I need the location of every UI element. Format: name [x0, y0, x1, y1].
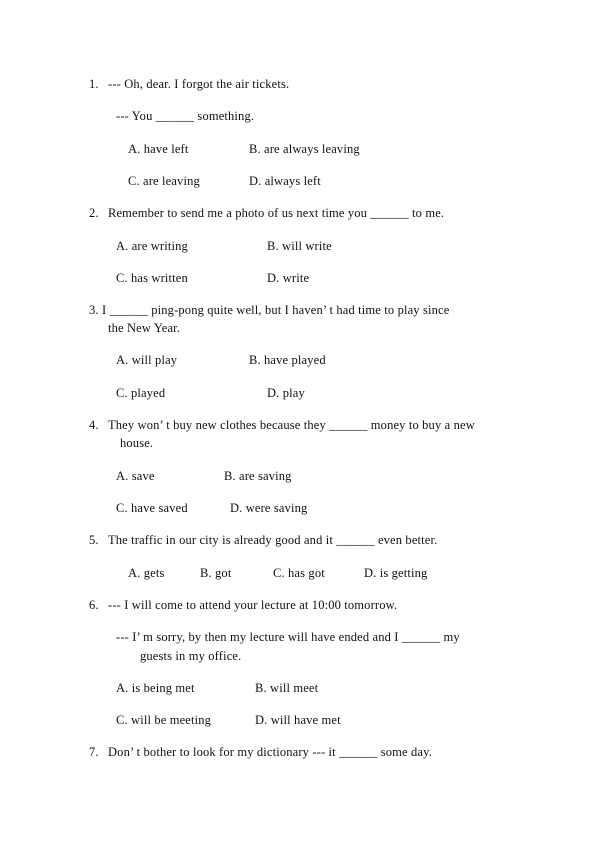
question-6-option-b: B. will meet — [255, 681, 319, 695]
question-2-option-d: D. write — [267, 271, 310, 285]
question-3-option-c: C. played — [116, 386, 166, 400]
question-1-number: 1. — [89, 77, 99, 91]
question-2-option-a: A. are writing — [116, 239, 188, 253]
question-1-option-a: A. have left — [128, 142, 189, 156]
question-4-option-b: B. are saving — [224, 469, 292, 483]
question-6-reply-continued: guests in my office. — [140, 649, 242, 663]
question-3-option-b: B. have played — [249, 353, 326, 367]
question-6-reply: --- I’ m sorry, by then my lecture will have ended and I ______ my — [116, 630, 460, 644]
question-5-option-b: B. got — [200, 566, 232, 580]
question-7-number: 7. — [89, 745, 99, 759]
question-3-option-d: D. play — [267, 386, 305, 400]
question-5-option-d: D. is getting — [364, 566, 428, 580]
question-3-option-a: A. will play — [116, 353, 178, 367]
question-4-option-c: C. have saved — [116, 501, 188, 515]
question-4-number: 4. — [89, 418, 99, 432]
question-1-option-b: B. are always leaving — [249, 142, 360, 156]
question-2-number: 2. — [89, 206, 99, 220]
question-3-text-continued: the New Year. — [108, 321, 181, 335]
question-6-option-d: D. will have met — [255, 713, 341, 727]
question-5-text: The traffic in our city is already good and it ______ even better. — [108, 533, 438, 547]
question-6-option-c: C. will be meeting — [116, 713, 212, 727]
question-2-text: Remember to send me a photo of us next time you ______ to me. — [108, 206, 445, 220]
question-6-text: --- I will come to attend your lecture at 10:00 tomorrow. — [108, 598, 398, 612]
question-3-number: 3. — [89, 303, 99, 317]
question-1-reply: --- You ______ something. — [116, 109, 255, 123]
question-4-option-d: D. were saving — [230, 501, 308, 515]
question-1-text: --- Oh, dear. I forgot the air tickets. — [108, 77, 290, 91]
question-5-option-a: A. gets — [128, 566, 165, 580]
question-3-text: I ______ ping-pong quite well, but I haven’ t had time to play since — [102, 303, 450, 317]
question-5-option-c: C. has got — [273, 566, 325, 580]
question-7-text: Don’ t bother to look for my dictionary --- it ______ some day. — [108, 745, 432, 759]
question-1-option-c: C. are leaving — [128, 174, 200, 188]
question-6-number: 6. — [89, 598, 99, 612]
question-4-text-continued: house. — [120, 436, 154, 450]
question-4-option-a: A. save — [116, 469, 155, 483]
question-5-number: 5. — [89, 533, 99, 547]
question-1-option-d: D. always left — [249, 174, 321, 188]
question-2-option-b: B. will write — [267, 239, 332, 253]
question-4-text: They won’ t buy new clothes because they ______ money to buy a new — [108, 418, 475, 432]
question-2-option-c: C. has written — [116, 271, 188, 285]
question-6-option-a: A. is being met — [116, 681, 195, 695]
